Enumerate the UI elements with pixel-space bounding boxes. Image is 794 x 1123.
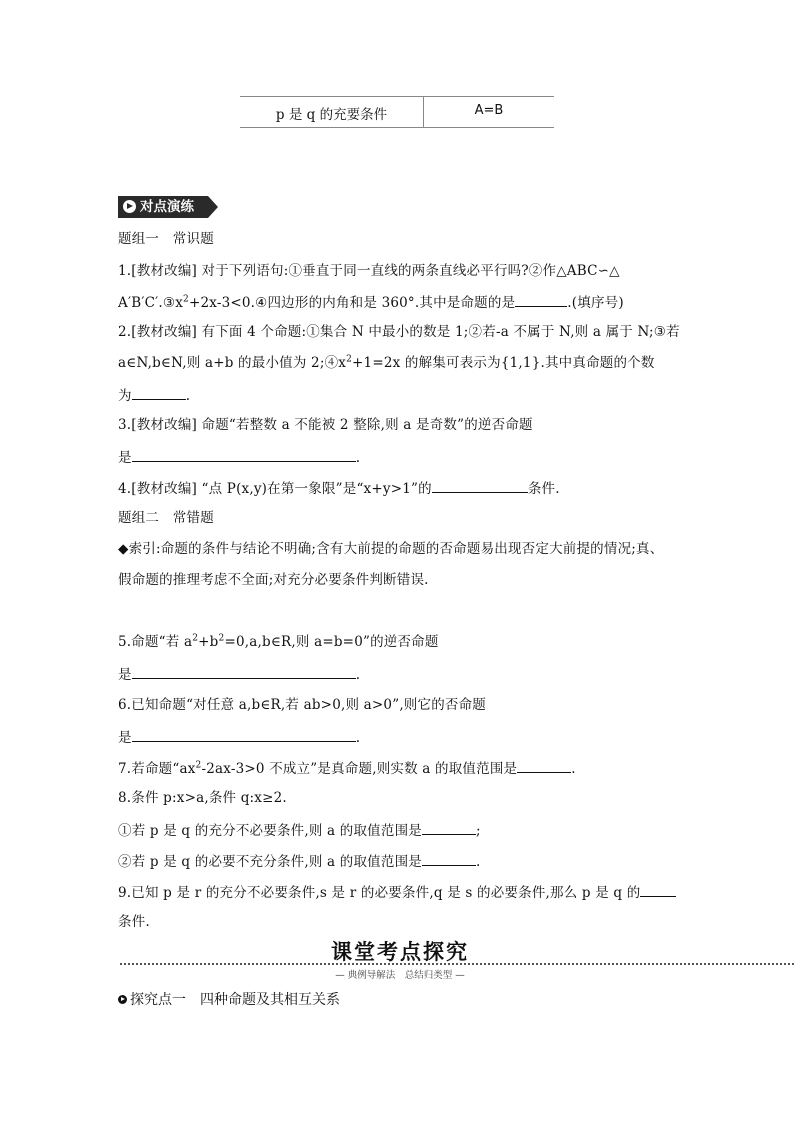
play-icon bbox=[118, 995, 127, 1004]
play-icon bbox=[123, 200, 136, 213]
q5-line2: 是 . bbox=[118, 664, 360, 684]
banner-dotted-rule bbox=[120, 963, 794, 965]
q1-line1: 1.[教材改编] 对于下列语句:①垂直于同一直线的两条直线必平行吗?②作△ABC∽△ bbox=[118, 263, 620, 279]
q4-answer-blank bbox=[432, 478, 528, 493]
q8-sub1-answer-blank bbox=[422, 820, 476, 835]
q8-sub1: ①若 p 是 q 的充分不必要条件,则 a 的取值范围是 ; bbox=[118, 820, 481, 840]
q9-answer-blank bbox=[640, 882, 676, 897]
group2-title: 题组二 常错题 bbox=[118, 510, 214, 526]
q3-answer-blank bbox=[132, 447, 356, 462]
table-bottom-rule bbox=[240, 127, 554, 128]
q9-line2: 条件. bbox=[118, 914, 150, 930]
explore-heading bbox=[118, 989, 340, 1009]
q8-sub2-answer-blank bbox=[422, 851, 476, 866]
q1-line2: $A'B'C'.③x^2+2x-3<0.④$四边形的内角和是 360°.其中是命题的是 .(填序号) bbox=[118, 292, 624, 312]
q3-line2: 是 . bbox=[118, 447, 360, 467]
q3-line1: 3.[教材改编] 命题“若整数 a 不能被 2 整除,则 a 是奇数”的逆否命题 bbox=[118, 417, 533, 433]
group1-title: 题组一 常识题 bbox=[118, 231, 214, 247]
q5-line1: 5.命题“若 $a^2+b^2=0,a,b\in R$,则 a=b=0”的逆否命题 bbox=[118, 633, 439, 650]
q2-line2: a∈N,b∈N,则 a+b 的最小值为 $2;④x^2+1=2x$ 的解集可表示为{1,1}.其中真命题的个数 bbox=[118, 354, 655, 371]
q4-line1: 4.[教材改编] “点 P(x,y)在第一象限”是“x+y>1”的 条件. bbox=[118, 478, 560, 498]
q7-answer-blank bbox=[517, 758, 571, 773]
table-cell-set-relation: A=B bbox=[474, 103, 504, 118]
q6-line2: 是 . bbox=[118, 727, 360, 747]
section-badge bbox=[118, 196, 208, 218]
q6-answer-blank bbox=[132, 727, 356, 742]
q8-line1: 8.条件 p:x>a,条件 q:x≥2. bbox=[118, 790, 287, 806]
badge-arrow-icon bbox=[208, 196, 218, 218]
section-badge-label: 对点演练 bbox=[140, 199, 194, 215]
q2-line3: 为 . bbox=[118, 385, 190, 405]
table-cell-condition: p 是 q 的充要条件 bbox=[275, 107, 388, 123]
hint-line1: ◆索引:命题的条件与结论不明确;含有大前提的命题的否命题易出现否定大前提的情况;真、 bbox=[118, 541, 664, 557]
hint-line2: 假命题的推理考虑不全面;对充分必要条件判断错误. bbox=[118, 572, 429, 588]
q8-sub2: ②若 p 是 q 的必要不充分条件,则 a 的取值范围是 . bbox=[118, 851, 480, 871]
q2-answer-blank bbox=[132, 385, 186, 400]
q1-answer-blank bbox=[515, 292, 567, 307]
banner-title: 课堂考点探究 bbox=[331, 940, 469, 964]
q5-answer-blank bbox=[132, 664, 356, 679]
q6-line1: 6.已知命题“对任意 a,b∈R,若 ab>0,则 a>0”,则它的否命题 bbox=[118, 697, 487, 713]
q9-line1: 9.已知 p 是 r 的充分不必要条件,s 是 r 的必要条件,q 是 s 的必要条件,那么 p 是 q 的 bbox=[118, 882, 676, 902]
q7-line1: 7.若命题“$ax^2-2ax-3>0$ 不成立”是真命题,则实数 a 的取值范围是 . bbox=[118, 758, 576, 778]
table-top-rule bbox=[240, 96, 554, 97]
q2-line1: 2.[教材改编] 有下面 4 个命题:①集合 N 中最小的数是 1;②若-a 不属于 N,则 a 属于 N;③若 bbox=[118, 324, 680, 340]
banner-subtitle: — 典例导解法 总结归类型 — bbox=[335, 970, 465, 981]
explore-title: 探究点一 四种命题及其相互关系 bbox=[130, 992, 340, 1008]
